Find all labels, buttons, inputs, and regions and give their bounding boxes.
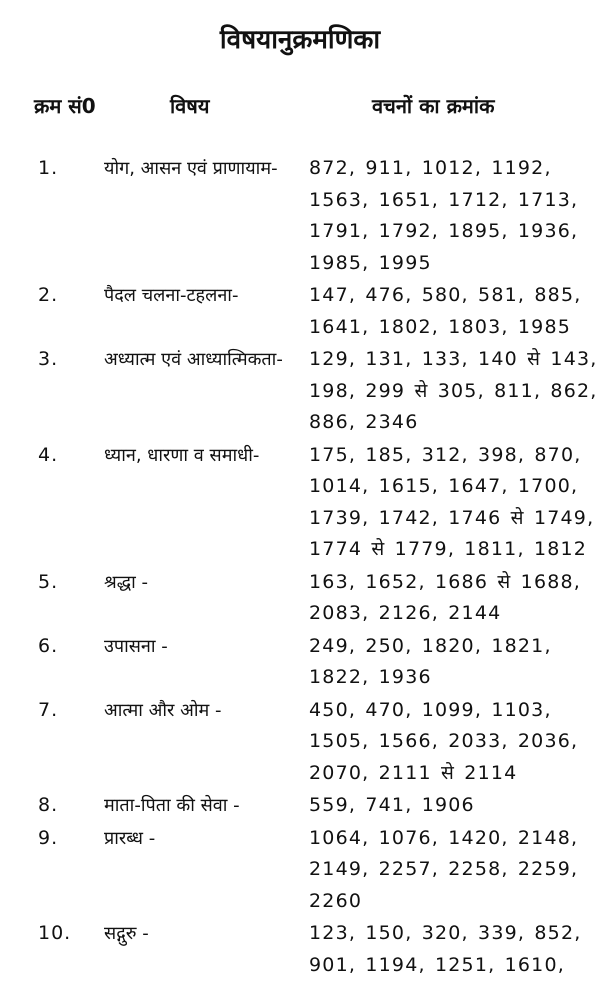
reference-line: 1641, 1802, 1803, 1985	[309, 315, 572, 338]
serial-column-header: क्रम सं0	[34, 94, 96, 118]
entry-number: 4.	[38, 443, 59, 466]
reference-line: 198, 299 से 305, 811, 862,	[309, 379, 598, 402]
reference-line: 2149, 2257, 2258, 2259,	[309, 858, 579, 880]
reference-line: 450, 470, 1099, 1103,	[309, 698, 552, 721]
reference-line: 872, 911, 1012, 1192,	[309, 157, 552, 179]
entry-references	[309, 440, 595, 566]
entry-references	[309, 567, 585, 630]
index-entry	[0, 823, 600, 918]
page-title: विषयानुक्रमणिका	[219, 25, 381, 55]
reference-line: 901, 1194, 1251, 1610,	[309, 953, 566, 976]
reference-line: 147, 476, 580, 581, 885,	[309, 284, 582, 306]
entry-number: 8.	[38, 794, 59, 816]
entry-references	[309, 695, 585, 790]
index-list	[0, 153, 600, 982]
reference-line: 1014, 1615, 1647, 1700,	[309, 475, 579, 497]
reference-line: 886, 2346	[309, 411, 419, 433]
index-entry	[0, 280, 600, 343]
entry-references	[309, 790, 585, 822]
reference-line: 1739, 1742, 1746 से 1749,	[309, 506, 595, 529]
index-entry	[0, 918, 600, 981]
index-entry	[0, 695, 600, 790]
index-entry	[0, 790, 600, 822]
reference-line: 559, 741, 1906	[309, 794, 475, 816]
entry-references	[309, 631, 585, 694]
entry-subject: सद्गुरु -	[104, 923, 149, 944]
reference-line: 1064, 1076, 1420, 2148,	[309, 826, 579, 849]
reference-line: 163, 1652, 1686 से 1688,	[309, 570, 582, 593]
entry-number: 9.	[38, 826, 59, 849]
entry-references	[309, 344, 598, 439]
reference-line: 1563, 1651, 1712, 1713,	[309, 188, 579, 211]
entry-number: 10.	[38, 922, 72, 944]
entry-references	[309, 918, 585, 981]
entry-number: 1.	[38, 157, 59, 179]
reference-line: 1822, 1936	[309, 666, 432, 688]
entry-number: 5.	[38, 570, 59, 593]
reference-line: 129, 131, 133, 140 से 143,	[309, 348, 598, 370]
entry-number: 2.	[38, 284, 59, 306]
reference-line: 1791, 1792, 1895, 1936,	[309, 220, 579, 242]
entry-subject: श्रद्धा -	[104, 571, 149, 593]
subject-column-header: विषय	[170, 94, 210, 118]
entry-number: 6.	[38, 634, 59, 657]
entry-subject: अध्यात्म एवं आध्यात्मिकता-	[104, 349, 283, 370]
entry-number: 3.	[38, 348, 59, 370]
reference-line: 123, 150, 320, 339, 852,	[309, 922, 582, 944]
entry-subject: प्रारब्ध -	[104, 827, 156, 849]
index-entry	[0, 440, 600, 566]
entry-references	[309, 280, 585, 343]
reference-line: 249, 250, 1820, 1821,	[309, 634, 552, 657]
entry-references	[309, 823, 585, 918]
entry-subject: माता-पिता की सेवा -	[104, 795, 240, 816]
index-entry	[0, 153, 600, 279]
entry-number: 7.	[38, 698, 59, 721]
reference-line: 1985, 1995	[309, 251, 432, 274]
refs-column-header: वचनों का क्रमांक	[372, 94, 495, 118]
entry-subject: पैदल चलना-टहलना-	[104, 285, 239, 306]
reference-line: 175, 185, 312, 398, 870,	[309, 443, 582, 466]
reference-line: 1505, 1566, 2033, 2036,	[309, 730, 579, 752]
index-entry	[0, 344, 600, 439]
entry-references	[309, 153, 585, 279]
index-entry	[0, 567, 600, 630]
reference-line: 2260	[309, 889, 363, 912]
entry-subject: योग, आसन एवं प्राणायाम-	[104, 158, 278, 179]
reference-line: 2083, 2126, 2144	[309, 602, 502, 624]
entry-subject: ध्यान, धारणा व समाधी-	[104, 444, 260, 466]
entry-subject: आत्मा और ओम -	[104, 699, 222, 721]
reference-line: 1774 से 1779, 1811, 1812	[309, 538, 588, 560]
reference-line: 2070, 2111 से 2114	[309, 761, 518, 784]
entry-subject: उपासना -	[104, 635, 168, 657]
index-entry	[0, 631, 600, 694]
